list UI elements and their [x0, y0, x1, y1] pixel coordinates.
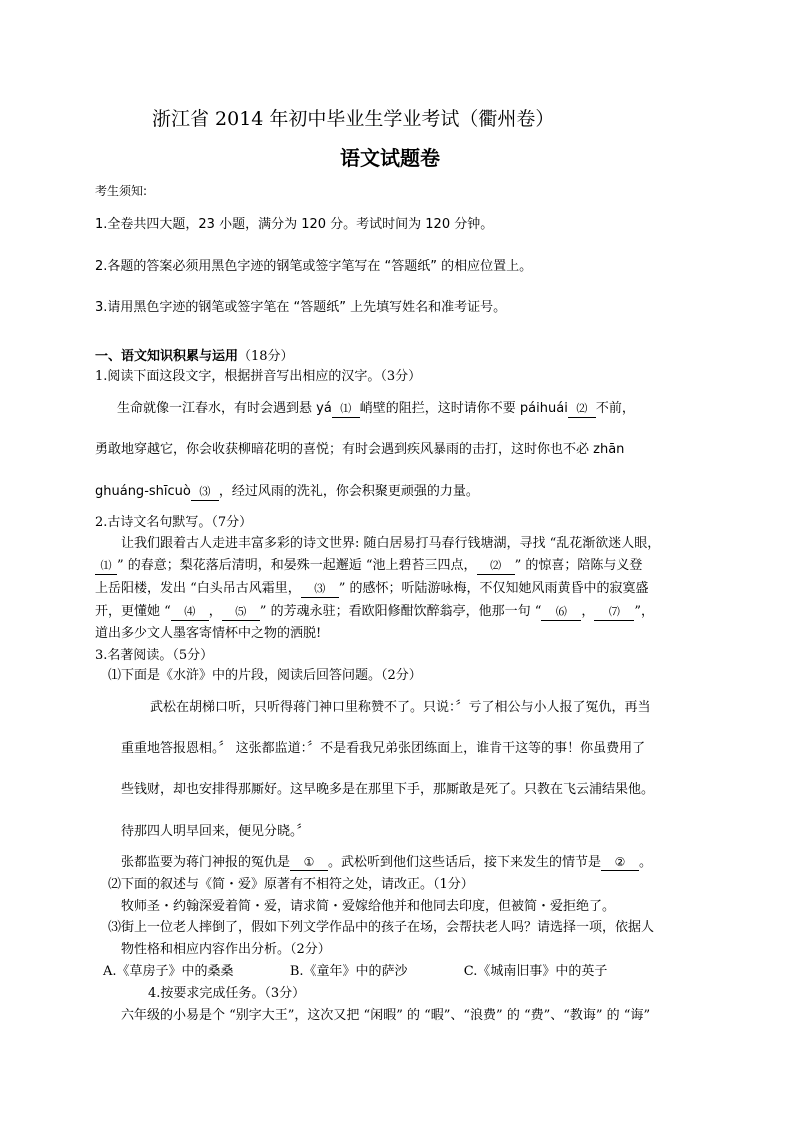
q3-ask-text-c: 。 — [639, 855, 653, 870]
q2-text-c: 上岳阳楼，发出 “白头吊古风霜里， — [95, 581, 301, 596]
q3-part-3-line-2: 物性格和相应内容作出分析。（2分） — [121, 942, 331, 957]
section-1-title: 一、语文知识积累与运用 — [95, 349, 239, 364]
q2-text-f: ， — [208, 604, 222, 619]
q3-option-a[interactable]: A.《草房子》中的桑桑 — [103, 964, 234, 979]
exam-title: 浙江省 2014 年初中毕业生学业考试（衢州卷） — [152, 108, 555, 130]
q3-option-c[interactable]: C.《城南旧事》中的英子 — [463, 964, 608, 979]
q1-blank-2[interactable]: ⑵ — [568, 401, 596, 418]
q4-stem: 4.按要求完成任务。（3分） — [148, 986, 306, 1001]
q3-stem: 3.名著阅读。（5分） — [95, 648, 214, 663]
q2-blank-7[interactable]: ⑺ — [594, 604, 634, 621]
q2-blank-2[interactable]: ⑵ — [477, 558, 515, 575]
q2-blank-6[interactable]: ⑹ — [541, 604, 581, 621]
q2-text-d: ” 的感怀；听陆游咏梅，不仅知她风雨黄昏中的寂寞盛 — [338, 581, 649, 596]
notice-item-1: 1.全卷共四大题，23 小题，满分为 120 分。考试时间为 120 分钟。 — [95, 217, 494, 232]
q3-excerpt-line-4: 待那四人明早回来，便见分晓。〞 — [121, 824, 310, 839]
q2-blank-3[interactable]: ⑶ — [301, 581, 339, 598]
q3-excerpt-line-2: 重重地答报恩相。〞 这张都监道：〞不是看我兄弟张团练面上，谁肯干这等的事！你虽费用了 — [121, 741, 646, 756]
q2-line-1: 让我们跟着古人走进丰富多彩的诗文世界: 随白居易打马春行钱塘湖，寻找 “乱花渐欲迷人眼， — [121, 536, 661, 551]
q1-text-c: 不前， — [595, 401, 635, 416]
q1-line-1 — [117, 399, 635, 419]
notice-heading: 考生须知: — [95, 184, 148, 198]
q1-blank-3[interactable]: ⑶ — [191, 484, 219, 501]
q2-stem: 2.古诗文名句默写。（7分） — [95, 515, 253, 530]
q3-part-2: ⑵下面的叙述与《简・爱》原著有不相符之处，请改正。（1分） — [108, 877, 474, 892]
q3-part-1: ⑴下面是《水浒》中的片段，阅读后回答问题。（2分） — [108, 668, 422, 683]
notice-item-3: 3.请用黑色字迹的钢笔或签字笔在 “答题纸” 上先填写姓名和准考证号。 — [95, 300, 507, 315]
q1-line-3 — [95, 482, 479, 502]
q2-text-i: ”， — [634, 604, 655, 619]
q2-text-g: ” 的芳魂永驻；看欧阳修酣饮醉翁亭，他那一句 “ — [259, 604, 542, 619]
q1-text-b: 峭壁的阻拦，这时请你不要 páihuái — [359, 401, 568, 416]
q3-question-1 — [121, 853, 652, 873]
q2-blank-1[interactable]: ⑴ — [95, 558, 117, 575]
q2-text-a: ” 的春意；梨花落后清明，和晏殊一起邂逅 “池上碧苔三四点， — [117, 558, 477, 573]
q1-line-2: 勇敢地穿越它，你会收获柳暗花明的喜悦；有时会遇到疾风暴雨的击打，这时你也不必 zhān — [95, 442, 625, 457]
q2-text-e: 开，更懂她 “ — [95, 604, 171, 619]
section-1-score: （18分） — [238, 349, 294, 364]
q2-line-2 — [95, 556, 642, 576]
notice-item-2: 2.各题的答案必须用黑色字迹的钢笔或签字笔写在 “答题纸” 的相应位置上。 — [95, 259, 533, 274]
q4-line-1: 六年级的小易是个 “别字大王”，这次又把 “闲暇” 的 “暇”、“浪费” 的 “费”、“教诲” 的 “诲” — [121, 1008, 651, 1023]
q1-text-d: ghuáng-shīcuò — [95, 484, 191, 499]
paper-subtitle: 语文试题卷 — [340, 146, 440, 170]
q1-text-e: ，经过风雨的洗礼，你会积聚更顽强的力量。 — [218, 484, 479, 499]
q1-text-a: 生命就像一江春水，有时会遇到悬 yá — [117, 401, 332, 416]
q2-line-3 — [95, 579, 649, 599]
q3-answer-blank-2[interactable]: ② — [601, 854, 639, 871]
q3-part-2-text: 牧师圣・约翰深爱着简・爱，请求简・爱嫁给他并和他同去印度，但被简・爱拒绝了。 — [121, 899, 616, 914]
q2-blank-4[interactable]: ⑷ — [171, 604, 209, 621]
q2-blank-5[interactable]: ⑸ — [222, 604, 260, 621]
q3-answer-blank-1[interactable]: ① — [290, 854, 328, 871]
q3-ask-text-a: 张都监要为蒋门神报的冤仇是 — [121, 855, 291, 870]
q1-blank-1[interactable]: ⑴ — [332, 401, 360, 418]
q3-excerpt-line-1: 武松在胡梯口听，只听得蒋门神口里称赞不了。只说：〞亏了相公与小人报了冤仇，再当 — [150, 700, 651, 715]
q2-text-b: ” 的惊喜；陪陈与义登 — [514, 558, 643, 573]
q1-stem: 1.阅读下面这段文字，根据拼音写出相应的汉字。（3分） — [95, 369, 422, 384]
q3-part-3-line-1: ⑶街上一位老人摔倒了，假如下列文学作品中的孩子在场，会帮扶老人吗？请选择一项，依据人 — [108, 920, 655, 935]
q2-text-h: ， — [581, 604, 595, 619]
q2-line-5: 道出多少文人墨客寄情杯中之物的洒脱! — [95, 626, 322, 641]
section-1-heading — [95, 347, 294, 367]
q3-ask-text-b: 。武松听到他们这些话后，接下来发生的情节是 — [328, 855, 602, 870]
q2-line-4 — [95, 602, 654, 622]
q3-excerpt-line-3: 些钱财，却也安排得那厮好。这早晚多是在那里下手，那厮敢是死了。只教在飞云浦结果他。 — [121, 782, 655, 797]
q3-options — [103, 962, 607, 982]
q3-option-b[interactable]: B.《童年》中的萨沙 — [289, 964, 408, 979]
